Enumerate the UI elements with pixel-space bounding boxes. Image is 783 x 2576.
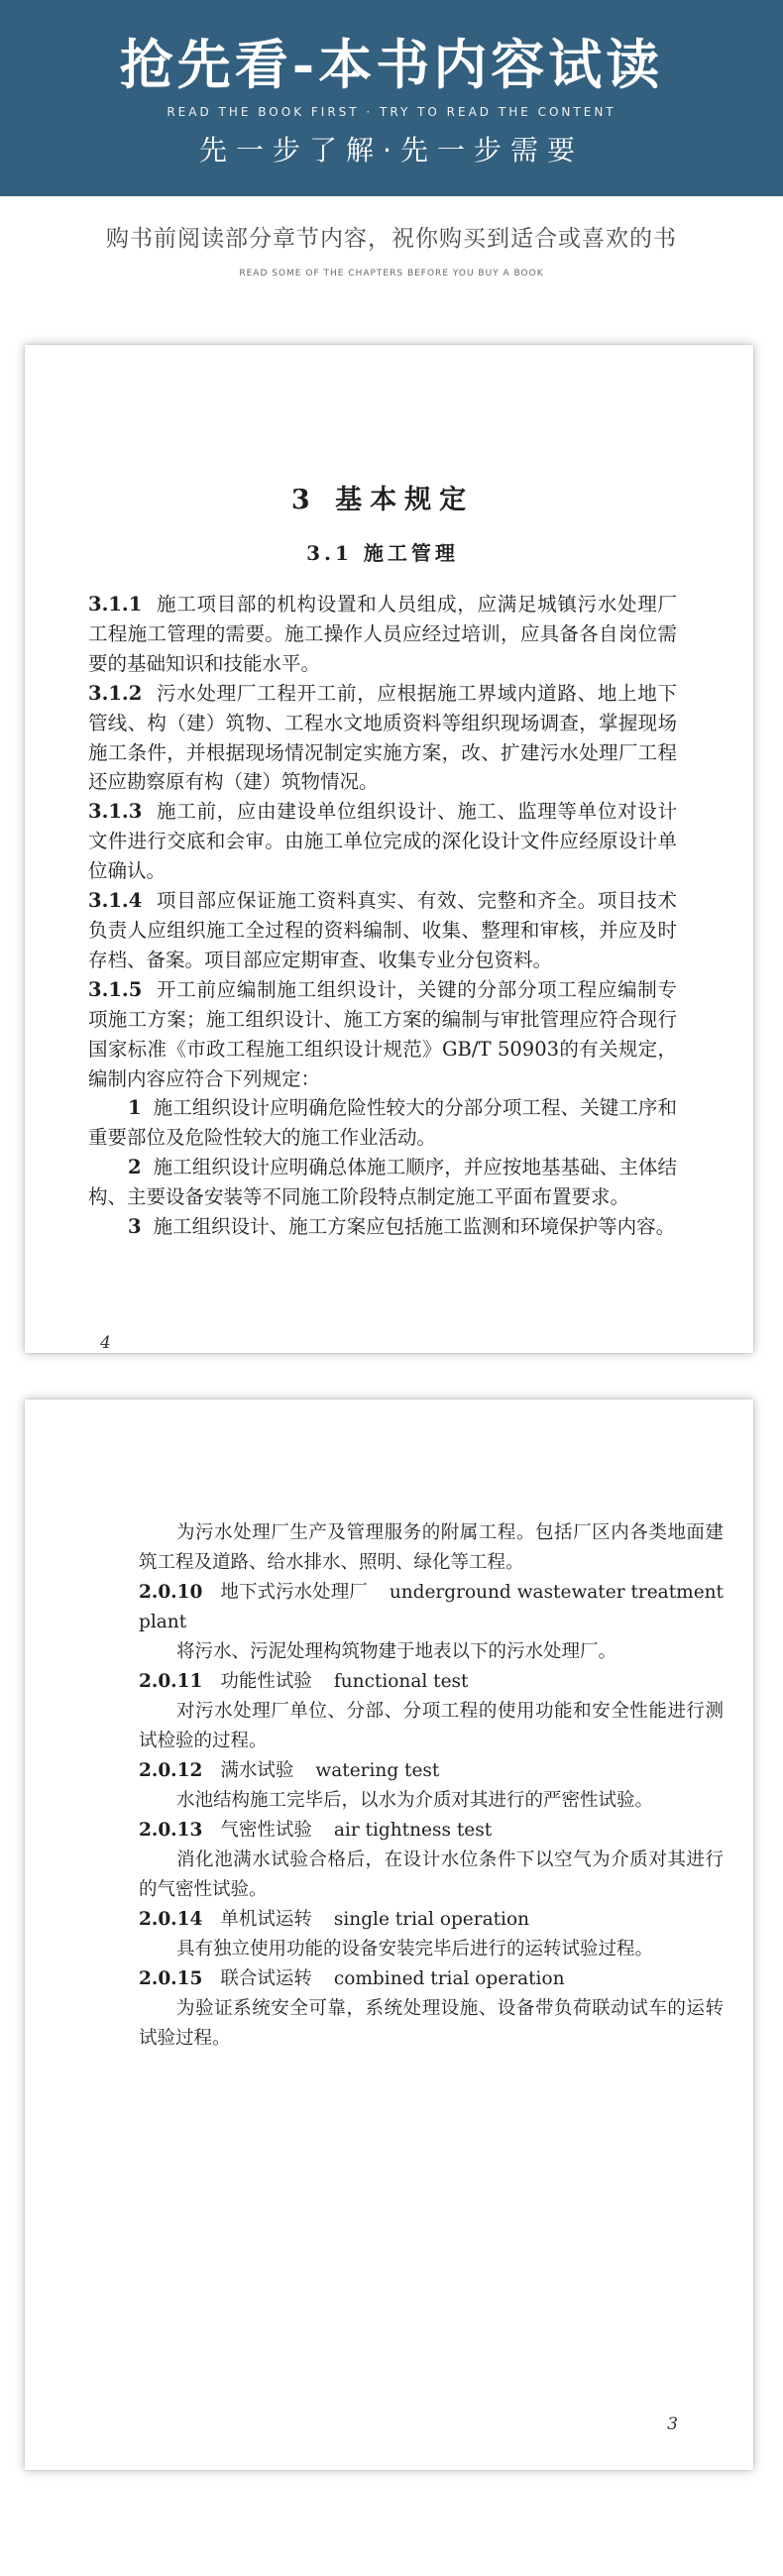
term-name: 单机试运转 [220, 1909, 312, 1930]
term-2-0-13 [139, 1816, 724, 1846]
term-english: single trial operation [333, 1909, 530, 1930]
book-page-2 [25, 1400, 753, 2470]
lead-paragraph: 为污水处理厂生产及管理服务的附属工程。包括厂区内各类地面建筑工程及道路、给水排水、照明、绿化等工程。 [139, 1522, 724, 1573]
intro-text: 购书前阅读部分章节内容，祝你购买到适合或喜欢的书 [106, 226, 677, 252]
term-definition: 水池结构施工完毕后，以水为介质对其进行的严密性试验。 [176, 1790, 654, 1811]
item-number: 1 [128, 1096, 142, 1120]
term-2-0-11 [139, 1667, 724, 1697]
term-name: 地下式污水处理厂 [220, 1582, 368, 1603]
term-definition: 具有独立使用功能的设备安装完毕后进行的运转试验过程。 [176, 1939, 654, 1960]
list-item-1 [88, 1093, 677, 1153]
term-number: 2.0.14 [139, 1909, 203, 1930]
clause-3-1-4 [88, 886, 677, 975]
term-english: watering test [315, 1760, 440, 1781]
term-english: functional test [333, 1671, 469, 1692]
page-number: 3 [667, 2414, 678, 2434]
term-name: 气密性试验 [220, 1820, 312, 1841]
term-name: 联合试运转 [220, 1968, 312, 1989]
item-text: 施工组织设计应明确危险性较大的分部分项工程、关键工序和重要部位及危险性较大的施工作业活动。 [88, 1096, 677, 1150]
list-item-2 [88, 1153, 677, 1212]
item-text: 施工组织设计、施工方案应包括施工监测和环境保护等内容。 [153, 1215, 676, 1239]
term-english: combined trial operation [333, 1968, 565, 1989]
term-number: 2.0.13 [139, 1820, 203, 1841]
clause-number: 3.1.3 [88, 800, 143, 824]
term-definition: 为验证系统安全可靠，系统处理设施、设备带负荷联动试车的运转试验过程。 [139, 1998, 724, 2049]
term-english: underground wastewater treatment plant [139, 1582, 724, 1632]
clause-3-1-3 [88, 797, 677, 886]
term-definition: 对污水处理厂单位、分部、分项工程的使用功能和安全性能进行测试检验的过程。 [139, 1701, 724, 1751]
section-title: 3.1 施工管理 [306, 541, 459, 565]
banner-title: 抢先看-本书内容试读 [119, 33, 664, 96]
banner-subtitle: READ THE BOOK FIRST · TRY TO READ THE CONTENT [167, 105, 616, 119]
clause-3-1-5 [88, 975, 677, 1094]
term-name: 功能性试验 [220, 1671, 312, 1692]
list-item-3 [88, 1212, 677, 1242]
page-2-content [139, 1518, 724, 2054]
term-2-0-15 [139, 1964, 724, 1994]
clause-number: 3.1.2 [88, 681, 143, 705]
term-2-0-10 [139, 1578, 724, 1637]
item-number: 3 [128, 1215, 142, 1239]
clause-text: 施工前，应由建设单位组织设计、施工、监理等单位对设计文件进行交底和会审。由施工单位完成的深化设计文件应经原设计单位确认。 [88, 800, 677, 883]
term-2-0-12 [139, 1756, 724, 1786]
header-banner [0, 0, 783, 196]
term-english: air tightness test [333, 1820, 493, 1841]
term-name: 满水试验 [220, 1760, 294, 1781]
clause-number: 3.1.5 [88, 977, 143, 1001]
term-number: 2.0.10 [139, 1582, 203, 1603]
term-2-0-14 [139, 1905, 724, 1935]
clause-text: 开工前应编制施工组织设计，关键的分部分项工程应编制专项施工方案；施工组织设计、施工方案的编制与审批管理应符合现行国家标准《市政工程施工组织设计规范》GB/T 50903的有关规定，编制内容应符合下列规定： [88, 977, 677, 1090]
intro-subtext: READ SOME OF THE CHAPTERS BEFORE YOU BUY A BOOK [239, 269, 544, 279]
banner-tagline: 先一步了解·先一步需要 [199, 134, 584, 167]
page-number: 4 [100, 1333, 111, 1353]
clause-3-1-2 [88, 679, 677, 798]
page-1-content [88, 483, 677, 1242]
term-definition: 将污水、污泥处理构筑物建于地表以下的污水处理厂。 [176, 1641, 617, 1662]
clause-text: 施工项目部的机构设置和人员组成，应满足城镇污水处理厂工程施工管理的需要。施工操作人员应经过培训，应具备各自岗位需要的基础知识和技能水平。 [88, 593, 677, 675]
clause-text: 污水处理厂工程开工前，应根据施工界域内道路、地上地下管线、构（建）筑物、工程水文地质资料等组织现场调查，掌握现场施工条件，并根据现场情况制定实施方案，改、扩建污水处理厂工程还应勘察原有构（建）筑物情况。 [88, 681, 677, 794]
term-definition: 消化池满水试验合格后，在设计水位条件下以空气为介质对其进行的气密性试验。 [139, 1849, 724, 1900]
term-number: 2.0.12 [139, 1760, 203, 1781]
book-page-1 [25, 345, 753, 1353]
item-text: 施工组织设计应明确总体施工顺序，并应按地基基础、主体结构、主要设备安装等不同施工阶段特点制定施工平面布置要求。 [88, 1156, 677, 1209]
item-number: 2 [128, 1156, 142, 1179]
clause-number: 3.1.4 [88, 889, 143, 913]
clause-3-1-1 [88, 590, 677, 679]
clause-number: 3.1.1 [88, 593, 143, 616]
term-number: 2.0.11 [139, 1671, 203, 1692]
clause-text: 项目部应保证施工资料真实、有效、完整和齐全。项目技术负责人应组织施工全过程的资料编制、收集、整理和审核，并应及时存档、备案。项目部应定期审查、收集专业分包资料。 [88, 889, 677, 971]
term-number: 2.0.15 [139, 1968, 203, 1989]
chapter-title: 3 基本规定 [290, 485, 475, 515]
